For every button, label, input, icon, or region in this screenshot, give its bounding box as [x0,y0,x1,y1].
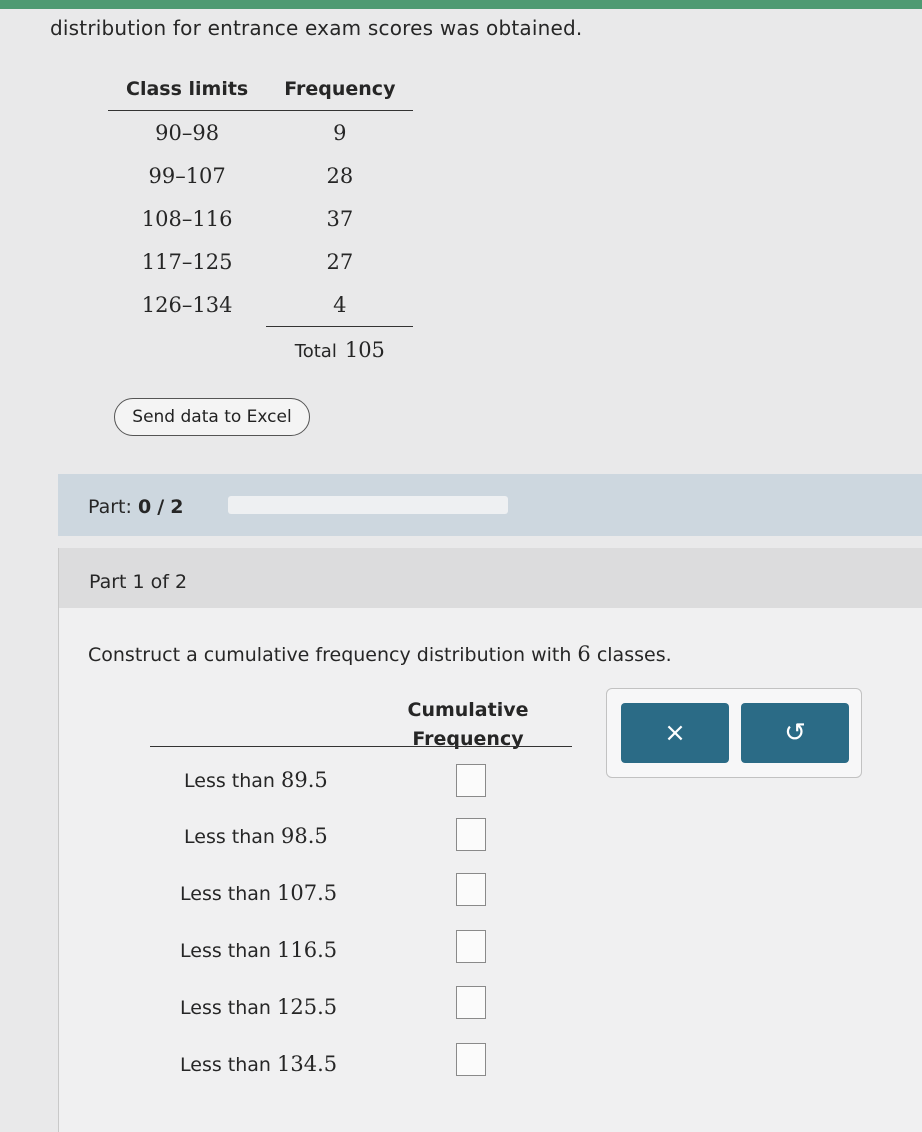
answer-input[interactable] [456,986,486,1019]
progress-track [228,496,508,514]
frequency-cell: 27 [326,249,354,274]
frequency-cell: 37 [326,206,354,231]
part-header-label: Part 1 of 2 [89,571,188,593]
header-divider [150,746,572,747]
cumulative-row-label: Less than 89.5 [184,768,328,792]
part-total: 2 [170,496,184,518]
undo-button[interactable] [741,703,849,763]
class-limits-cell: 108–116 [141,206,233,231]
cumulative-row-label: Less than 125.5 [180,995,338,1019]
total-label: Total [294,341,337,362]
table-row [108,283,413,327]
cumulative-frequency-header: Cumulative Frequency [407,699,529,750]
close-icon: × [664,718,686,748]
cumulative-row-label: Less than 107.5 [180,881,338,905]
frequency-cell: 4 [266,283,413,327]
answer-input[interactable] [456,818,486,851]
clear-button[interactable] [621,703,729,763]
frequency-cell: 28 [326,163,354,188]
total-row [108,327,413,374]
undo-icon: ↺ [784,718,806,748]
top-accent-bar [0,0,922,9]
class-limits-cell: 90–98 [155,120,220,145]
table-row [108,197,413,240]
frequency-table [108,74,413,373]
table-row [108,154,413,197]
cumulative-row-label: Less than 116.5 [180,938,338,962]
table-row [108,111,413,155]
instruction-text: Construct a cumulative frequency distribution with 6 classes. [88,642,672,666]
class-limits-cell: 99–107 [148,163,226,188]
part-current: 0 [137,496,152,518]
answer-input[interactable] [456,930,486,963]
send-to-excel-button[interactable]: Send data to Excel [114,398,310,436]
answer-input[interactable] [456,764,486,797]
total-value: 105 [344,338,385,362]
answer-input[interactable] [456,873,486,906]
header-frequency: Frequency [266,74,413,111]
frequency-cell: 9 [333,120,347,145]
answer-tools [606,688,862,778]
cumulative-row-label: Less than 134.5 [180,1052,338,1076]
class-limits-cell: 117–125 [141,249,233,274]
answer-input[interactable] [456,1043,486,1076]
part-progress-bar [58,474,922,536]
table-row [108,240,413,283]
part-header [59,548,922,608]
header-class-limits: Class limits [108,74,266,111]
total-cell [266,327,413,374]
cumulative-row-label: Less than 98.5 [184,824,328,848]
part-progress-label: Part: 0 / 2 [88,496,184,518]
class-limits-cell: 126–134 [141,292,233,317]
intro-text: distribution for entrance exam scores was obtained. [50,16,583,40]
